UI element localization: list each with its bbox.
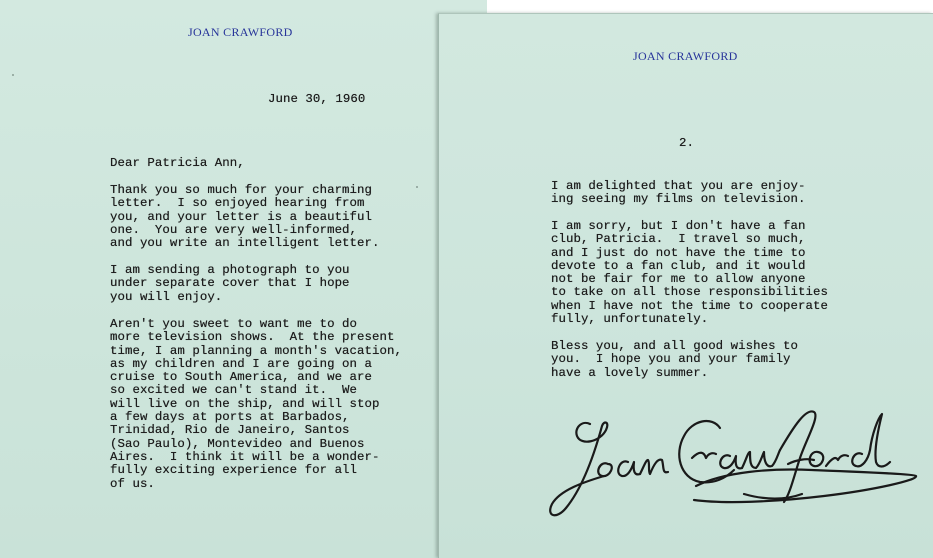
paper-speck: [416, 186, 418, 188]
paragraph: Aren't you sweet to want me to do more television shows. At the present time, I am planning a month's vacation, as my children and I are going on a cruise to South America, and we are so excited we can't stand it. We will live on the ship, and will stop a few days at ports at Barbados, Trinidad, Rio de Janeiro, Santos (Sao Paulo), Montevideo and Buenos Aires. I think it will be a wonder- fully exciting experience for all of us.: [110, 317, 402, 491]
letterhead: JOAN CRAWFORD: [188, 25, 293, 39]
letterhead: JOAN CRAWFORD: [633, 49, 738, 63]
paragraph: Bless you, and all good wishes to you. I hope you and your family have a lovely summer.: [551, 339, 799, 380]
paragraph: I am delighted that you are enjoy- ing seeing my films on television.: [551, 179, 806, 207]
handwritten-signature: [544, 390, 924, 530]
paragraph: I am sending a photograph to you under separate cover that I hope you will enjoy.: [110, 263, 350, 304]
page-number: 2.: [679, 136, 694, 150]
letter-date: June 30, 1960: [268, 92, 366, 106]
paragraph: I am sorry, but I don't have a fan club, Patricia. I travel so much, and I just do not have the time to devote to a fan club, and it would not be fair for me to allow anyone to take on all those responsibilities when I have not the time to cooperate fully, unfortunately.: [551, 219, 828, 327]
greeting: Dear Patricia Ann,: [110, 156, 245, 170]
letter-page-2: [438, 13, 933, 558]
paragraph: Thank you so much for your charming letter. I so enjoyed hearing from you, and your letter is a beautiful one. You are very well-informed, and you write an intelligent letter.: [110, 183, 380, 251]
paper-speck: [12, 74, 14, 76]
